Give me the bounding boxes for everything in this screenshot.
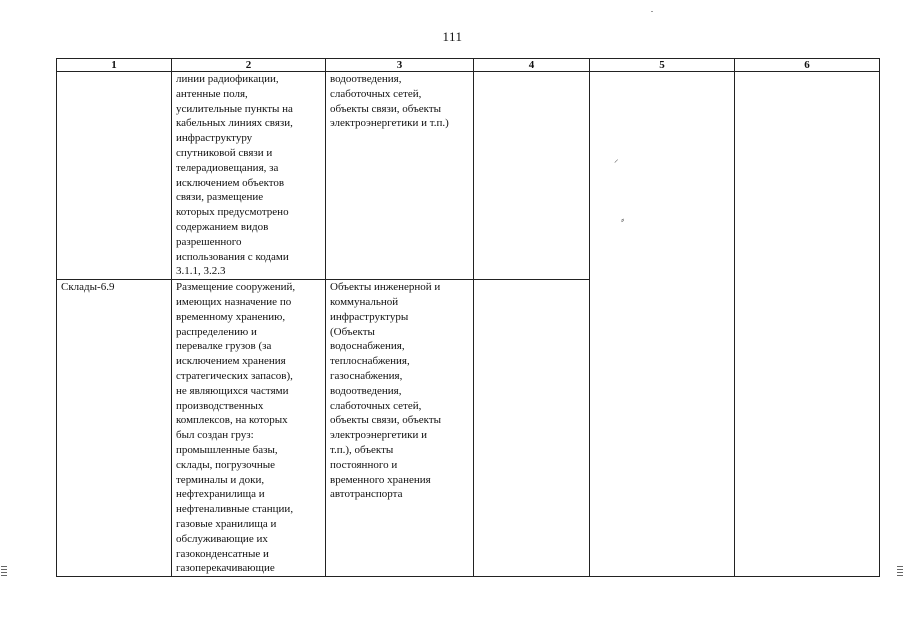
auxiliary-use-cell: Объекты инженерной и коммунальной инфраструктуры (Объекты водоснабжения, теплоснабжения, газоснабжения, водоотведения, слаботочных сетей, объекты связи, объекты электроэнергетики и т.п.), объекты постоянного и временного хранения автотранспорта [326, 280, 474, 577]
column-4-cell [474, 72, 590, 280]
binding-edge-mark [1, 566, 7, 578]
use-type-cell [57, 72, 172, 280]
table-header-row [57, 59, 880, 72]
column-header-3: 3 [326, 59, 474, 72]
auxiliary-use-cell: водоотведения, слаботочных сетей, объекты связи, объекты электроэнергетики и т.п.) [326, 72, 474, 280]
column-header-4: 4 [474, 59, 590, 72]
binding-edge-mark [897, 566, 903, 578]
column-5-cell [590, 72, 735, 577]
table-row [57, 72, 880, 280]
column-4-cell [474, 280, 590, 577]
use-description-cell: линии радиофикации, антенные поля, усилительные пункты на кабельных линиях связи, инфраструктуру спутниковой связи и телерадиовещания, за исключением объектов связи, размещение которых предусмотрено содержанием видов разрешенного использования с кодами 3.1.1, 3.2.3 [172, 72, 326, 280]
use-description-cell: Размещение сооружений, имеющих назначение по временному хранению, распределению и перевалке грузов (за исключением хранения стратегических запасов), не являющихся частями производственных комплексов, на которых был создан груз: промышленные базы, склады, погрузочные терминалы и доки, нефтехранилища и нефтеналивные станции, газовые хранилища и обслуживающие их газоконденсатные и газоперекачивающие [172, 280, 326, 577]
column-header-1: 1 [57, 59, 172, 72]
scan-mark: ⸝ [614, 154, 619, 164]
scan-mark: ⸗ [621, 215, 625, 226]
use-type-cell: Склады-6.9 [57, 280, 172, 577]
scan-speck [651, 11, 653, 12]
land-use-table [56, 58, 880, 577]
column-header-2: 2 [172, 59, 326, 72]
column-header-6: 6 [735, 59, 880, 72]
column-6-cell [735, 72, 880, 577]
page-number: 111 [442, 29, 463, 44]
column-header-5: 5 [590, 59, 735, 72]
